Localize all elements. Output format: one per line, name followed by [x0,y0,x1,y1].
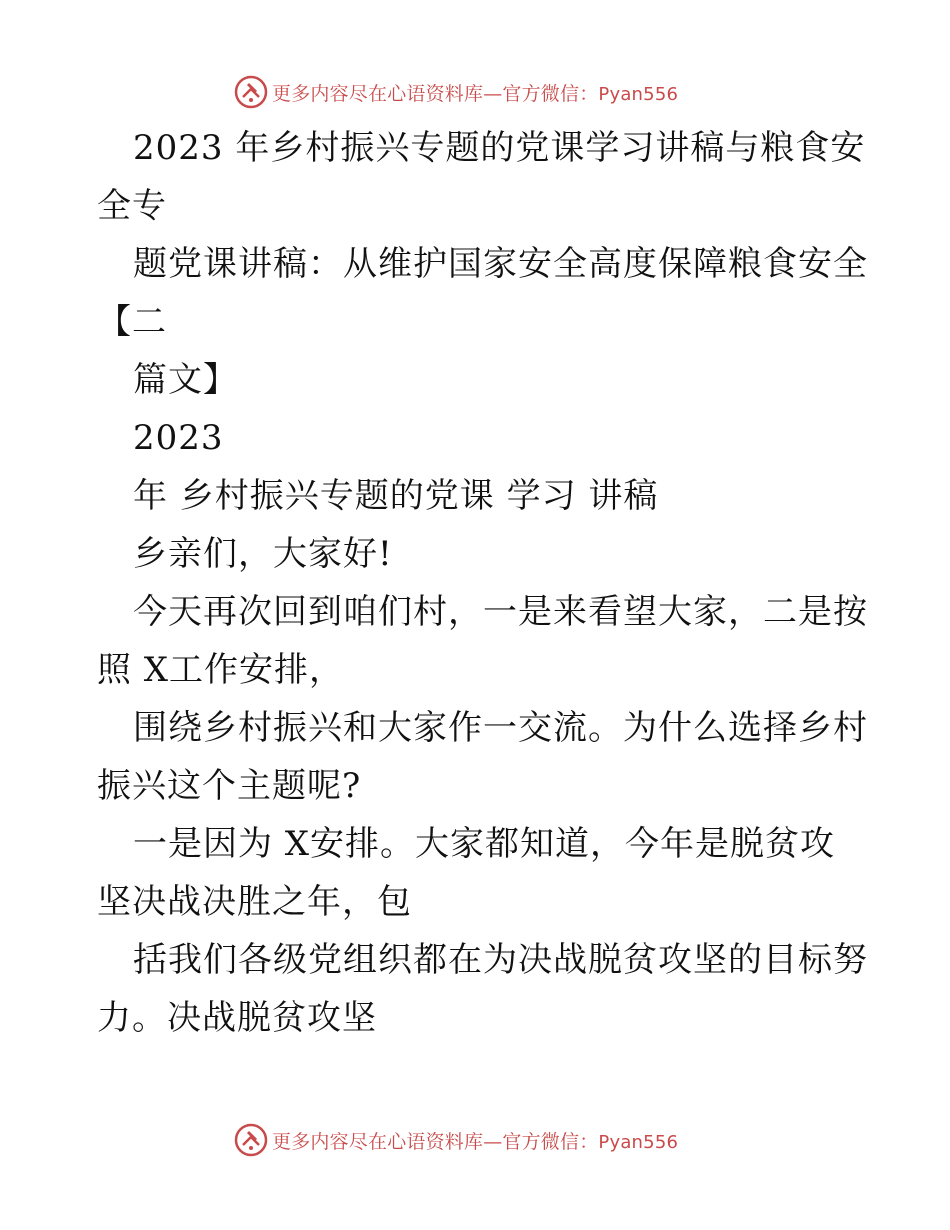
text-line: 坚决战决胜之年，包 [97,882,412,922]
banner-wechat-label: 官方微信： [502,1130,599,1153]
text-line: 括我们各级党组织都在为决战脱贫攻坚的目标努 [133,940,868,980]
banner-text [272,79,678,106]
text-line: 年 乡村振兴专题的党课 学习 讲稿 [133,476,659,516]
banner-wechat-id: Pyan556 [598,1131,679,1153]
book-pen-logo-icon [234,1123,268,1157]
text-line: 今天再次回到咱们村，一是来看望大家，二是按 [133,592,868,632]
banner-dash: — [483,1130,503,1153]
banner-site-text: 更多内容尽在心语资料库 [272,1130,484,1153]
text-line: 题党课讲稿：从维护国家安全高度保障粮食安全 [133,244,868,284]
text-line: 照 X工作安排， [97,650,345,690]
banner-site-text: 更多内容尽在心语资料库 [272,82,484,105]
footer-banner [0,1118,950,1162]
text-line: 2023 年乡村振兴专题的党课学习讲稿与粮食安 [133,128,866,168]
text-line: 篇文】 [133,360,238,400]
banner-text [272,1127,678,1154]
text-line: 振兴这个主题呢? [97,766,362,806]
text-line: 全专 [97,186,167,226]
header-banner [0,70,950,114]
text-line: 围绕乡村振兴和大家作一交流。为什么选择乡村 [133,708,868,748]
text-line: 一是因为 X安排。大家都知道，今年是脱贫攻 [133,824,836,864]
text-line: 乡亲们，大家好! [133,534,393,574]
text-line: 力。决战脱贫攻坚 [97,998,377,1038]
book-pen-logo-icon [234,75,268,109]
text-line: 2023 [133,418,224,458]
banner-dash: — [483,82,503,105]
banner-wechat-id: Pyan556 [598,83,679,105]
text-line: 【二 [97,302,167,342]
banner-wechat-label: 官方微信： [502,82,599,105]
